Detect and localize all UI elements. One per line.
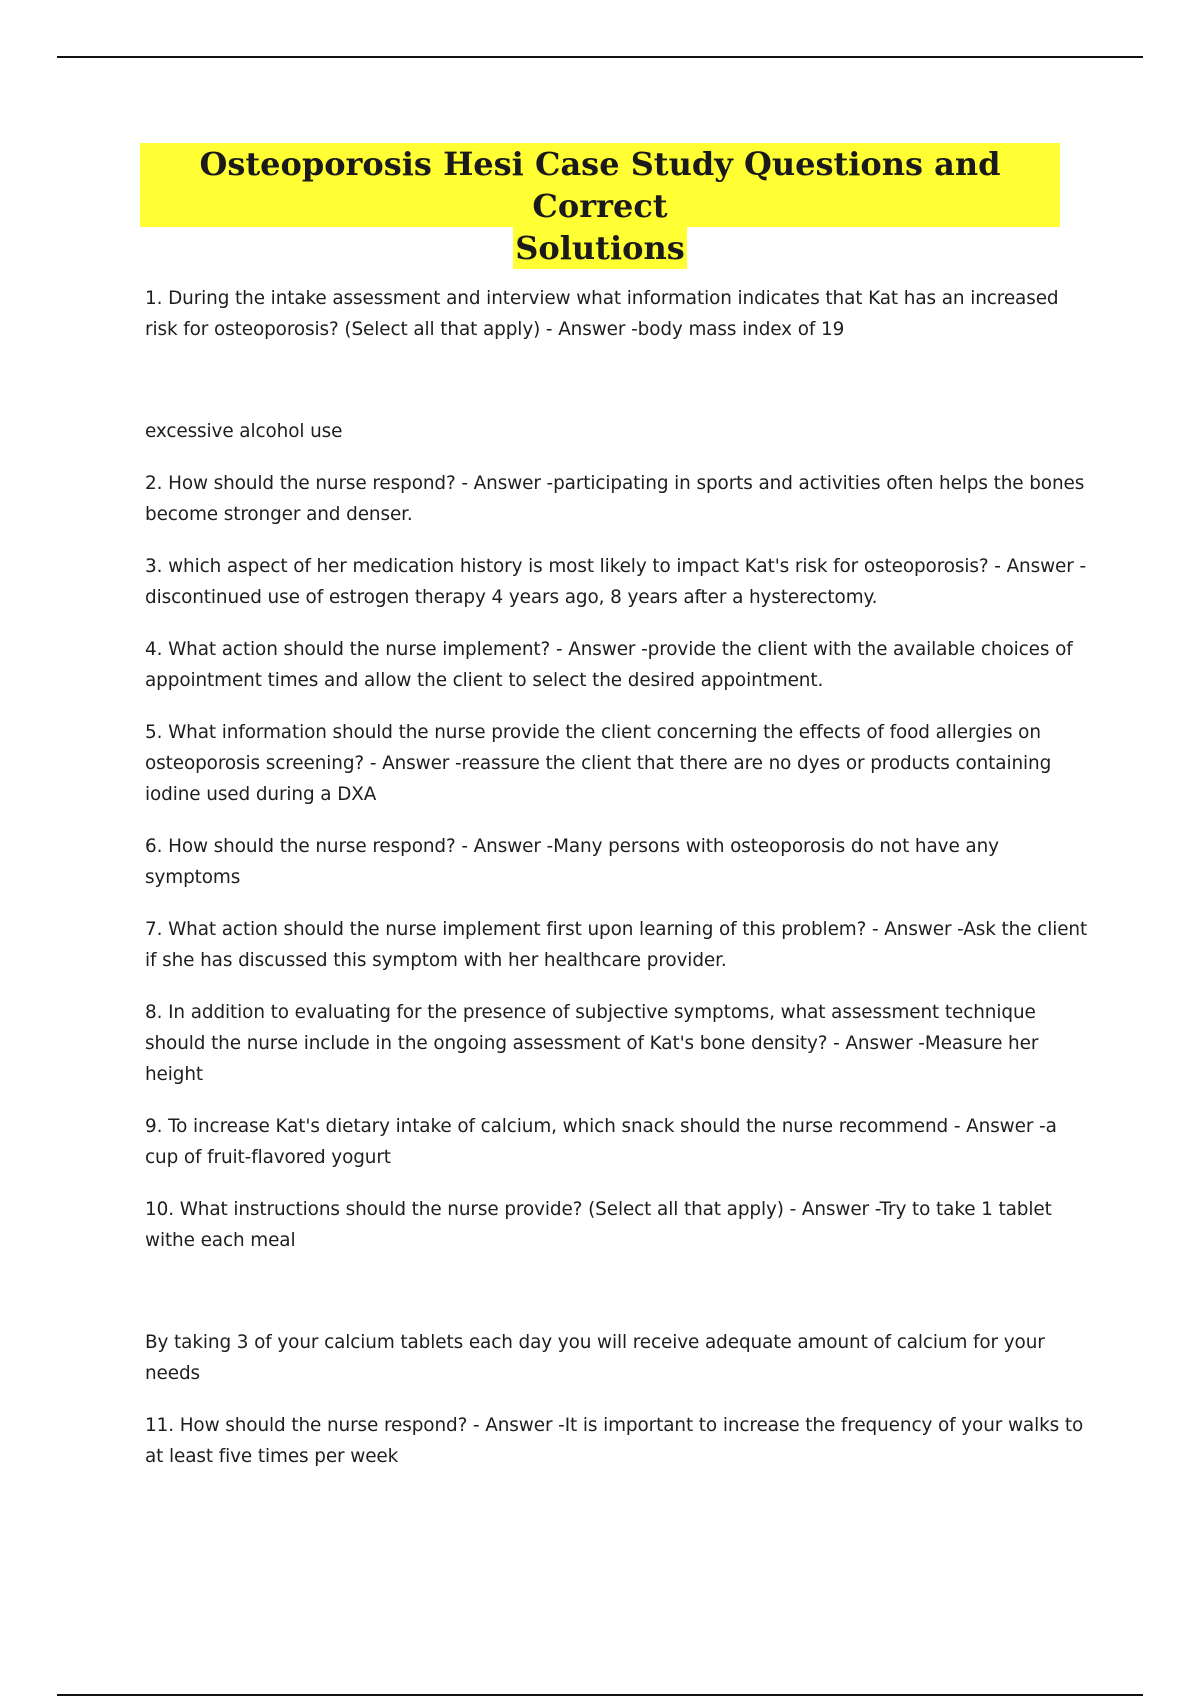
question-4: 4. What action should the nurse implement? - Answer -provide the client with the available choices of appointment times and allow the client to select the desired appointment. — [145, 639, 1073, 691]
answer-continuation: excessive alcohol use — [145, 421, 343, 442]
title-line-1: Osteoporosis Hesi Case Study Questions and Correct — [140, 143, 1060, 227]
question-9: 9. To increase Kat's dietary intake of calcium, which snack should the nurse recommend - Answer -a cup of fruit-flavored yogurt — [145, 1116, 1057, 1168]
question-11: 11. How should the nurse respond? - Answer -It is important to increase the frequency of your walks to at least five times per week — [145, 1415, 1084, 1467]
bottom-rule — [57, 1694, 1143, 1696]
question-3: 3. which aspect of her medication history is most likely to impact Kat's risk for osteoporosis? - Answer - discontinued use of estrogen therapy 4 years ago, 8 years after a hysterectomy. — [145, 556, 1086, 608]
document-body — [145, 283, 1095, 1472]
top-rule — [57, 56, 1143, 58]
question-10: 10. What instructions should the nurse provide? (Select all that apply) - Answer -Try to take 1 tablet withe each meal — [145, 1199, 1052, 1251]
document-title — [140, 143, 1060, 269]
question-7: 7. What action should the nurse implement first upon learning of this problem? - Answer -Ask the client if she has discussed this symptom with her healthcare provider. — [145, 919, 1088, 971]
answer-continuation: By taking 3 of your calcium tablets each day you will receive adequate amount of calcium for your needs — [145, 1332, 1045, 1384]
question-8: 8. In addition to evaluating for the presence of subjective symptoms, what assessment technique should the nurse include in the ongoing assessment of Kat's bone density? - Answer -Measure her height — [145, 1002, 1039, 1085]
title-line-2: Solutions — [515, 229, 685, 267]
question-5: 5. What information should the nurse provide the client concerning the effects of food allergies on osteoporosis screening? - Answer -reassure the client that there are no dyes or products containing iodine used during a DXA — [145, 722, 1052, 805]
question-1: 1. During the intake assessment and interview what information indicates that Kat has an increased risk for osteoporosis? (Select all that apply) - Answer -body mass index of 19 — [145, 288, 1059, 340]
question-2: 2. How should the nurse respond? - Answer -participating in sports and activities often helps the bones become stronger and denser. — [145, 473, 1085, 525]
question-6: 6. How should the nurse respond? - Answer -Many persons with osteoporosis do not have any symptoms — [145, 836, 999, 888]
